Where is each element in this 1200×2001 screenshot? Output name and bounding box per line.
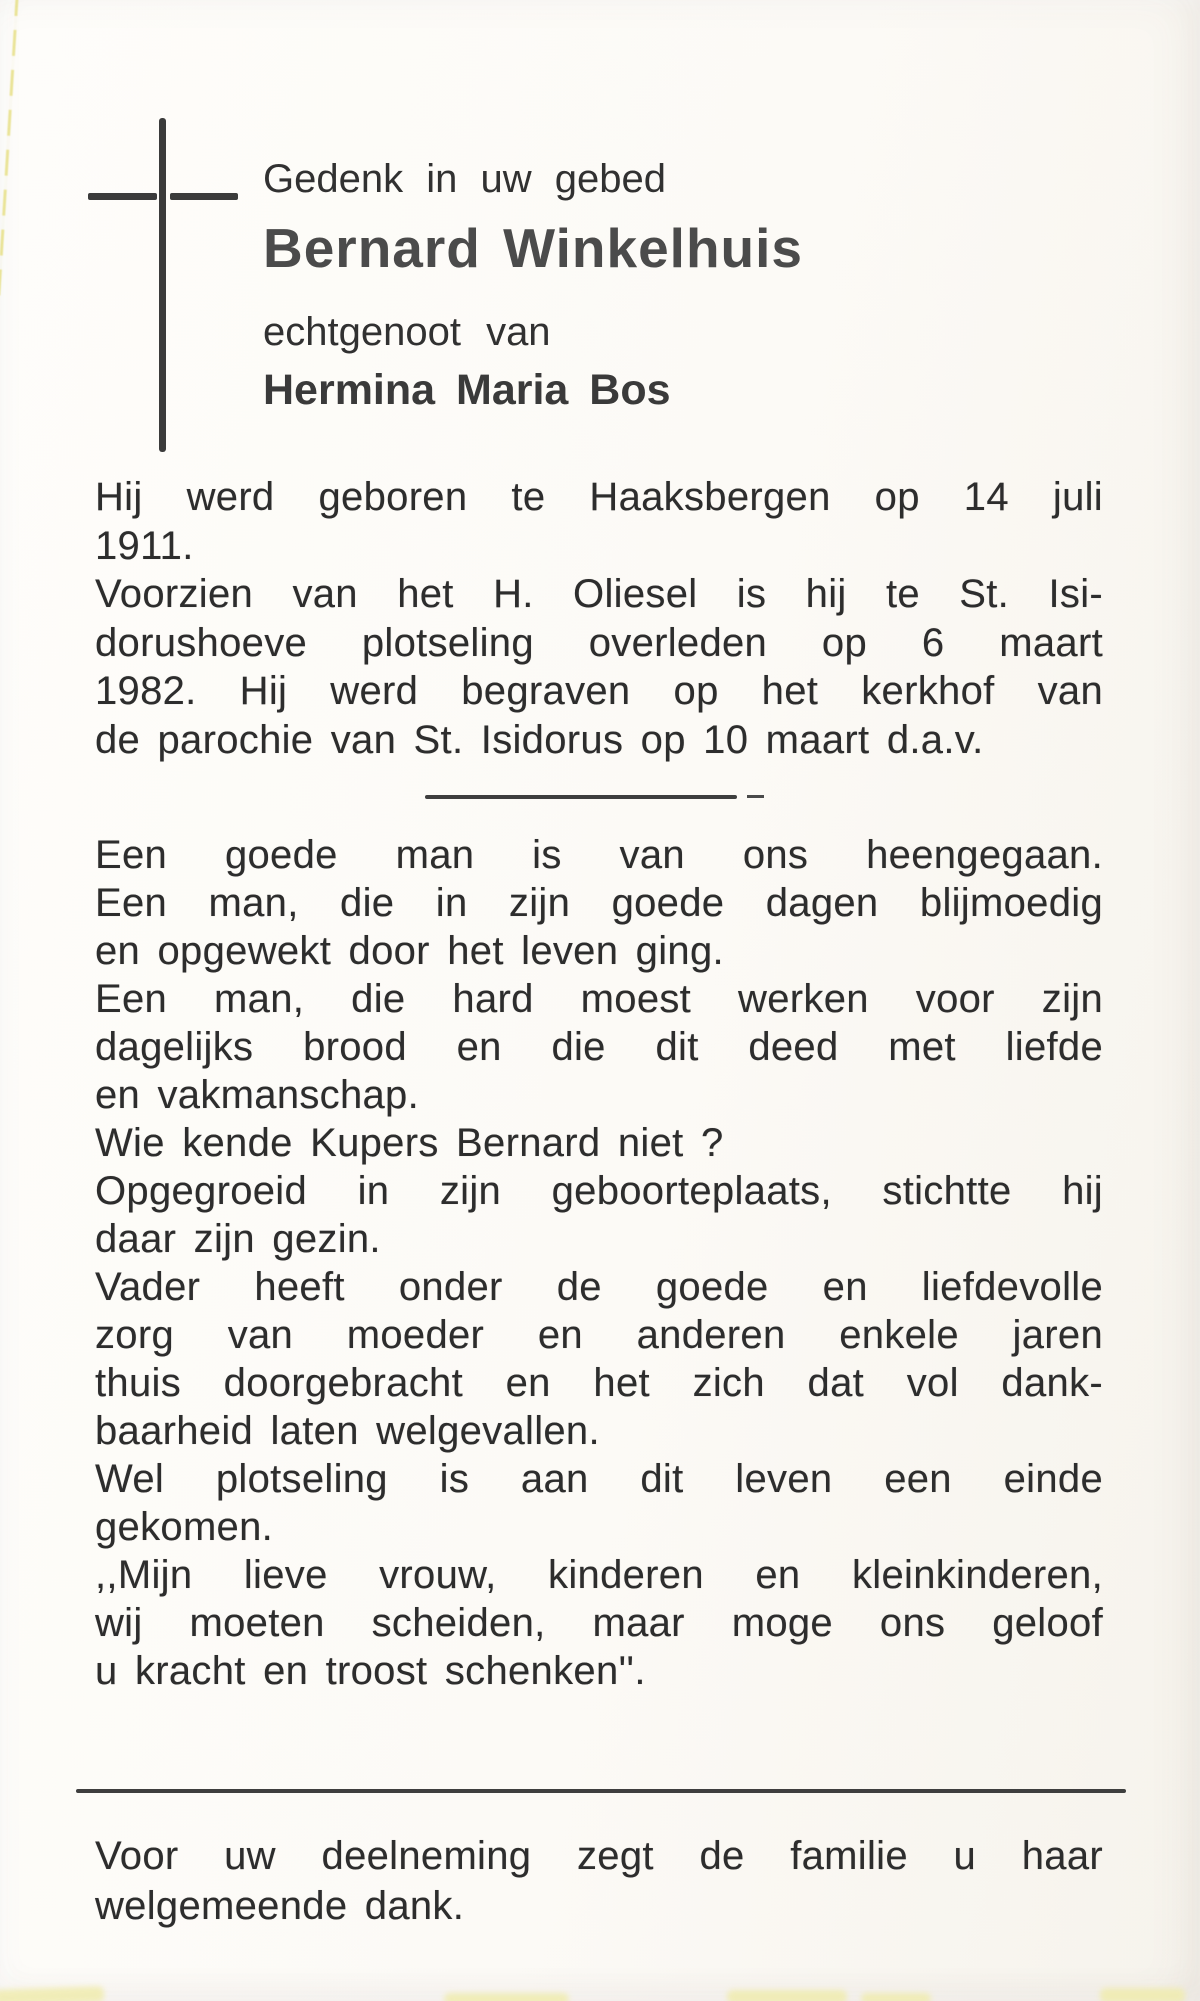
scan-artifact-blotch [444, 1993, 569, 2001]
text-line: u kracht en troost schenken''. [95, 1649, 646, 1693]
section-life-dates [95, 473, 1103, 764]
text-line: zorg van moeder en anderen enkele jaren [95, 1313, 1103, 1357]
text-line: Een man, die in zijn goede dagen blijmoedig [95, 881, 1103, 925]
scan-artifact-blotch [861, 1993, 931, 2001]
text-line: Een man, die hard moest werken voor zijn [95, 977, 1103, 1021]
spouse-name: Hermina Maria Bos [263, 366, 671, 414]
text-line: Voorzien van het H. Oliesel is hij te St. Isi- [95, 572, 1103, 616]
cross-icon-left-arm [88, 193, 157, 200]
cross-icon-right-arm [170, 193, 238, 200]
cross-icon-vertical-bar [159, 118, 166, 452]
text-line: ,,Mijn lieve vrouw, kinderen en kleinkinderen, [95, 1553, 1103, 1597]
text-line: Wie kende Kupers Bernard niet ? [95, 1121, 724, 1165]
text-line: thuis doorgebracht en het zich dat vol dank- [95, 1361, 1103, 1405]
text-line: wij moeten scheiden, maar moge ons geloof [95, 1601, 1103, 1645]
section-divider [425, 795, 737, 799]
text-line: en opgewekt door het leven ging. [95, 929, 724, 973]
text-line: daar zijn gezin. [95, 1217, 381, 1261]
section-memorial-text [95, 831, 1103, 1695]
relation-line: echtgenoot van [263, 310, 551, 354]
scan-artifact-blotch [727, 1990, 847, 2001]
text-line: gekomen. [95, 1505, 274, 1549]
text-line: baarheid laten welgevallen. [95, 1409, 600, 1453]
text-line: welgemeende dank. [95, 1884, 465, 1928]
text-line: Hij werd geboren te Haaksbergen op 14 juli [95, 475, 1103, 519]
scan-artifact-blotch [0, 1986, 104, 2001]
deceased-name: Bernard Winkelhuis [263, 217, 804, 279]
intro-line: Gedenk in uw gebed [263, 157, 666, 201]
section-divider-dash [747, 795, 764, 798]
text-line: 1982. Hij werd begraven op het kerkhof van [95, 669, 1103, 713]
text-line: dorushoeve plotseling overleden op 6 maart [95, 620, 1103, 665]
text-line: en vakmanschap. [95, 1073, 420, 1117]
text-line: Wel plotseling is aan dit leven een einde [95, 1457, 1103, 1501]
scan-artifact-yellow-line [0, 0, 19, 439]
text-line: Vader heeft onder de goede en liefdevolle [95, 1265, 1103, 1309]
text-line: dagelijks brood en die dit deed met liefde [95, 1025, 1103, 1069]
section-thanks [95, 1831, 1103, 1931]
scan-artifact-blotch [1100, 1988, 1185, 2001]
text-line: Voor uw deelneming zegt de familie u haar [95, 1834, 1103, 1878]
text-line: 1911. [95, 523, 194, 568]
text-line: Opgegroeid in zijn geboorteplaats, stichtte hij [95, 1169, 1103, 1213]
bottom-divider [76, 1789, 1126, 1793]
text-line: de parochie van St. Isidorus op 10 maart d.a.v. [95, 717, 984, 762]
text-line: Een goede man is van ons heengegaan. [95, 833, 1103, 877]
